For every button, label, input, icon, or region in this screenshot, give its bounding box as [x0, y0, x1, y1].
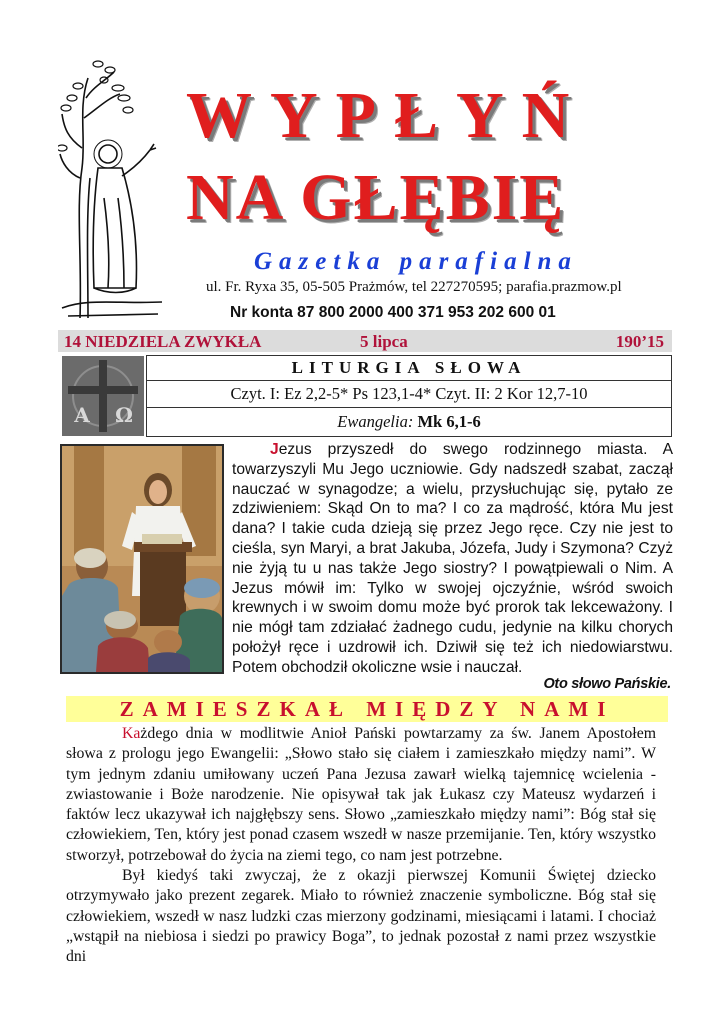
masthead-subtitle: Gazetka parafialna	[254, 248, 578, 275]
masthead-title-line1: WYPŁYŃ	[186, 79, 588, 152]
omega-letter: Ω	[115, 403, 133, 427]
praying-saint-under-tree-icon	[58, 58, 168, 320]
article-body	[66, 724, 656, 968]
article-paragraph	[66, 724, 656, 866]
cross-alpha-omega-icon	[62, 356, 144, 436]
article-paragraph-2: Był kiedyś taki zwyczaj, że z okazji pierwszej Komunii Świętej dziecko otrzymywało jako prezent zegarek. Miało to również znaczenie symboliczne. Bóg stał się człowiekiem, wszedł w nasz ludzki czas mierzony godzinami, miesiącami i latami. I chociaż „wstąpił na niebiosa i siedzi po prawicy Boga”, to jednak pozostał z nami przez wszystkie dni	[66, 867, 656, 966]
liturgy-readings: Czyt. I: Ez 2,2-5* Ps 123,1-4* Czyt. II: 2 Kor 12,7-10	[146, 380, 672, 408]
liturgy-gospel-row	[146, 407, 672, 437]
parish-address: ul. Fr. Ryxa 35, 05-505 Prażmów, tel 227270595; parafia.prazmow.pl	[206, 279, 622, 295]
gospel-reference: Mk 6,1-6	[417, 412, 481, 431]
article-title: ZAMIESZKAŁ MIĘDZY NAMI	[66, 696, 668, 722]
liturgy-header: LITURGIA SŁOWA	[146, 355, 672, 381]
issue-date: 5 lipca	[360, 332, 408, 351]
issue-number: 190’15	[615, 332, 664, 351]
liturgy-box	[146, 355, 672, 439]
sunday-name: 14 NIEDZIELA ZWYKŁA	[64, 332, 262, 351]
gospel-first-letter: J	[270, 441, 279, 458]
alpha-letter: A	[74, 403, 90, 427]
masthead-title-line2: NA GŁĘBIĘ	[186, 161, 566, 234]
bank-account: Nr konta 87 800 2000 400 371 953 202 600 01	[230, 304, 556, 321]
article-first-letters: Ka	[122, 725, 141, 742]
gospel-label: Ewangelia:	[337, 412, 414, 431]
gospel-closing: Oto słowo Pańskie.	[543, 676, 671, 692]
gospel-body: ezus przyszedł do swego rodzinnego miasta. A towarzyszyli Mu Jego uczniowie. Gdy nadszedł szabat, zaczął nauczać w synagodze; a wielu, przysłuchując się, pytało ze zdziwieniem: Skąd On to ma? I co za mądrość, która Mu jest dana? I takie cuda dzieją się przez Jego ręce. Czy nie jest to cieśla, syn Maryi, a brat Jakuba, Józefa, Judy i Szymona? Czyż nie żyją tu u nas także Jego siostry? I powątpiewali o Nim. A Jezus mówił im: Tylko w swojej ojczyźnie, wśród swoich krewnych i w swoim domu może być prorok tak lekceważony. I nie mógł tam zdziałać żadnego cudu, jedynie na kilku chorych położył ręce i uzdrowił ich. Dziwił się też ich niedowiarstwu. Potem obchodził okoliczne wsie i nauczał.	[232, 441, 673, 676]
jesus-teaching-in-synagogue-illustration	[60, 444, 224, 674]
article-paragraph-1: żdego dnia w modlitwie Anioł Pański powtarzamy za św. Janem Apostołem słowa z prologu jego Ewangelii: „Słowo stało się ciałem i zamieszkało między nami”. W tym jednym zdaniu umiłowany uczeń Pana Jezusa zawarł wielką tajemnicę wcielenia - zwiastowanie i Boże narodzenie. Nie opisywał tak jak Łukasz czy Mateusz wydarzeń i faktów lecz ukazywał ich najgłębszy sens. Słowo „zamieszkało między nami”: Bóg stał się człowiekiem, Ten, który jest ponad czasem wszedł w nasze przemijanie. Ten, który wszystko stworzył, potrzebował do życia na ziemi tego, co nam jest potrzebne.	[66, 725, 656, 864]
gospel-text	[232, 440, 673, 678]
issue-bar	[58, 330, 672, 352]
